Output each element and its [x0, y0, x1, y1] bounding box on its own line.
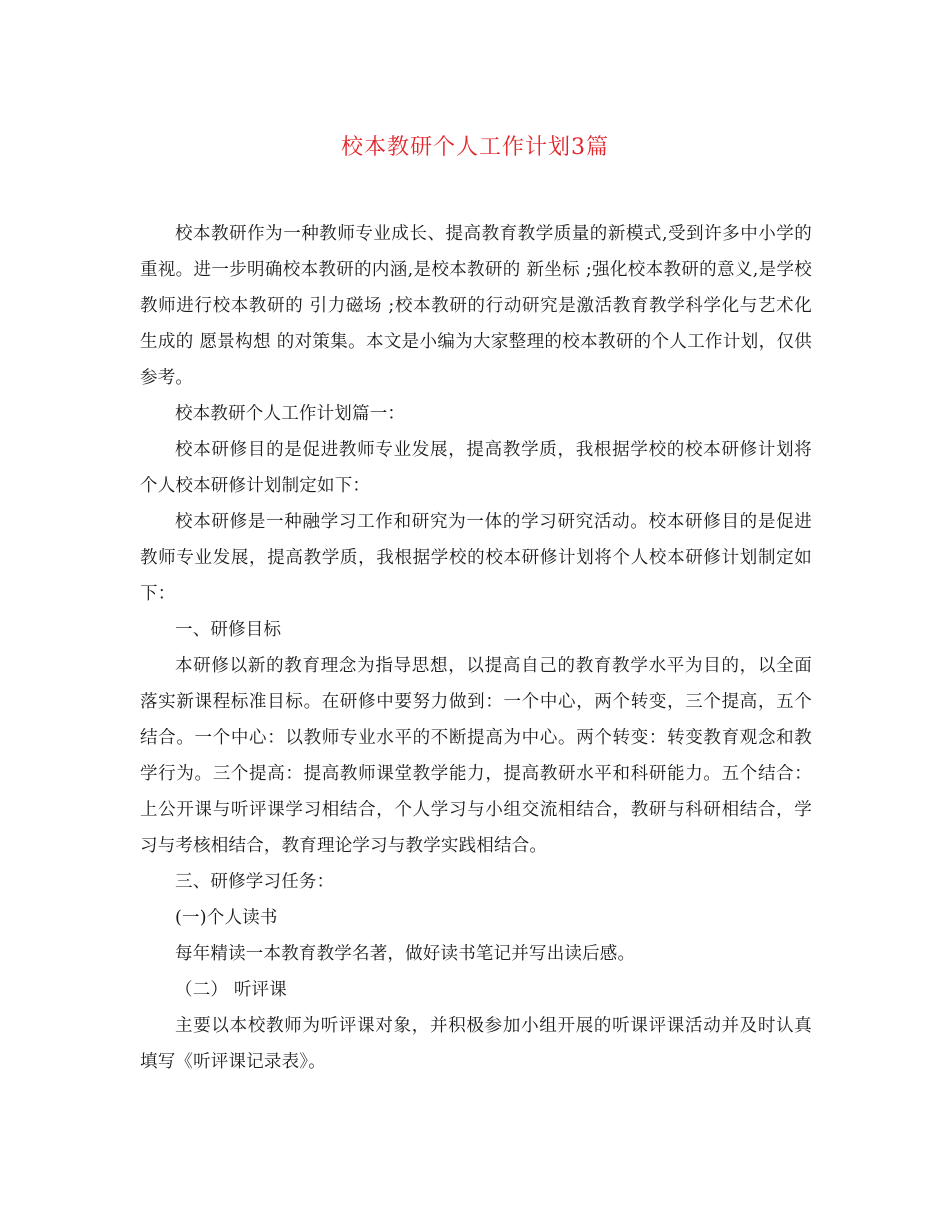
body-paragraph: 主要以本校教师为听评课对象，并积极参加小组开展的听课评课活动并及时认真填写《听评课记录表》。 [140, 1016, 812, 1072]
section-heading-tasks: 三、研修学习任务： [175, 872, 335, 892]
document-title: 校本教研个人工作计划3篇 [341, 135, 609, 160]
section-heading-goals: 一、研修目标 [175, 620, 282, 640]
intro-paragraph: 校本教研作为一种教师专业成长、提高教育教学质量的新模式,受到许多中小学的重视。进一步明确校本教研的内涵,是校本教研的 新坐标 ;强化校本教研的意义,是学校教师进行校本教研的 引力磁场 ;校本教研的行动研究是激活教育教学科学化与艺术化生成的 愿景构想 的对策集。本文是小编为大家整理的校本教研的个人工作计划，仅供参考。 [140, 224, 812, 388]
body-paragraph: 每年精读一本教育教学名著，做好读书笔记并写出读后感。 [175, 944, 636, 964]
document-body [140, 216, 812, 1080]
body-paragraph: 校本研修目的是促进教师专业发展，提高教学质，我根据学校的校本研修计划将个人校本研修计划制定如下： [140, 440, 812, 496]
section-heading-plan-one: 校本教研个人工作计划篇一： [175, 404, 406, 424]
body-paragraph: 本研修以新的教育理念为指导思想，以提高自己的教育教学水平为目的，以全面落实新课程标准目标。在研修中要努力做到：一个中心，两个转变，三个提高，五个结合。一个中心：以教师专业水平的不断提高为中心。两个转变：转变教育观念和教学行为。三个提高：提高教师课堂教学能力，提高教研水平和科研能力。五个结合：上公开课与听评课学习相结合，个人学习与小组交流相结合，教研与科研相结合，学习与考核相结合，教育理论学习与教学实践相结合。 [140, 656, 812, 856]
subheading-reading: (一)个人读书 [175, 908, 278, 928]
subheading-lesson-review: （二） 听评课 [175, 980, 287, 1000]
body-paragraph: 校本研修是一种融学习工作和研究为一体的学习研究活动。校本研修目的是促进教师专业发展，提高教学质，我根据学校的校本研修计划将个人校本研修计划制定如下： [140, 512, 812, 604]
